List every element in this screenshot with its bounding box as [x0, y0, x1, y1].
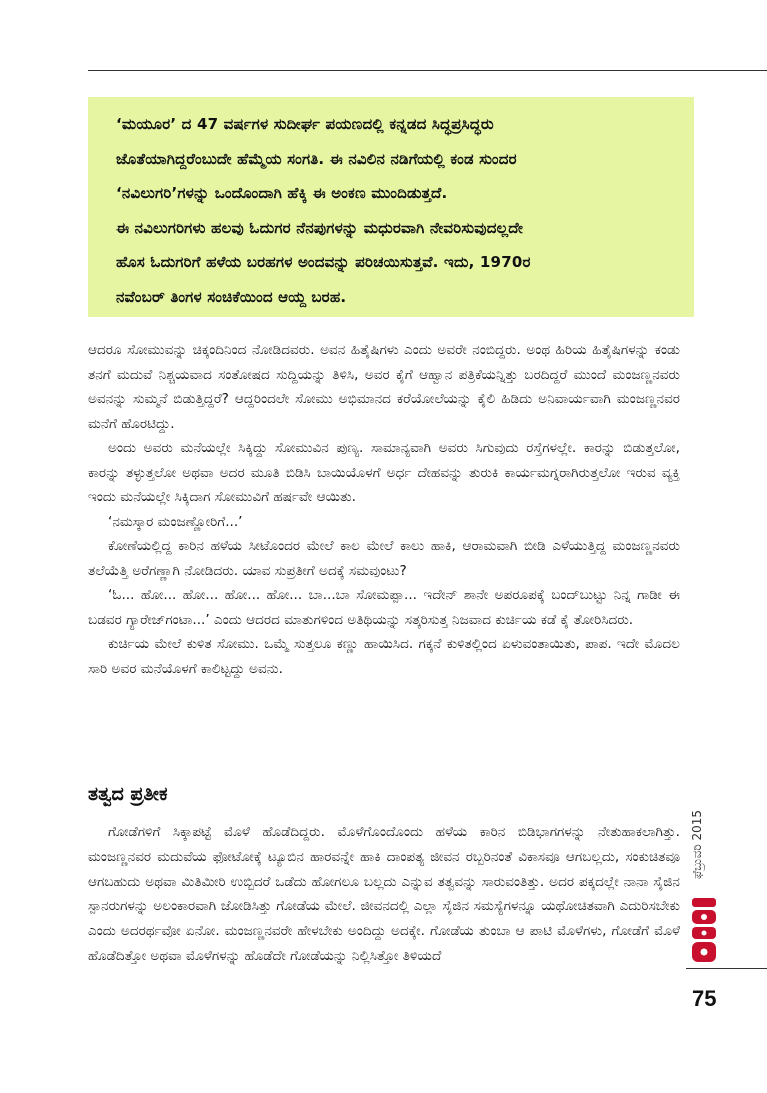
- intro-line: ಈ ನವಿಲುಗರಿಗಳು ಹಲವು ಓದುಗರ ನೆನಪುಗಳನ್ನು ಮಧುರವಾಗಿ ನೇವರಿಸುವುದಲ್ಲದೇ: [116, 218, 524, 237]
- intro-highlight-box: [88, 97, 694, 317]
- body-paragraph: ‘ಓ... ಹೋ... ಹೋ... ಹೋ... ಹೋ... ಬಾ...ಬಾ ಸೋಮಪ್ಪಾ... ಇದೇನ್ ಶಾನೇ ಅಪರೂಪಕ್ಕೆ ಬಂದ್‌ಬುಟ್ಟು ನಿನ್ನ ಗಾಡೀ ಈ ಬಡವರ ಗ್ಯಾರೇಜ್‌ಗಂಟಾ...’ ಎಂದು ಆದರದ ಮಾತುಗಳಿಂದ ಅತಿಥಿಯನ್ನು ಸತ್ಕರಿಸುತ್ತ ನಿಜವಾದ ಕುರ್ಚಿಯ ಕಡೆ ಕೈ ತೋರಿಸಿದರು.: [88, 587, 680, 628]
- body-paragraph: ಅಂದು ಅವರು ಮನೆಯಲ್ಲೇ ಸಿಕ್ಕಿದ್ದು ಸೋಮುವಿನ ಪುಣ್ಯ. ಸಾಮಾನ್ಯವಾಗಿ ಅವರು ಸಿಗುವುದು ರಸ್ತೆಗಳಲ್ಲೇ. ಕಾರನ್ನು ಬಿಡುತ್ತಲೋ, ಕಾರನ್ನು ತಳ್ಳುತ್ತಲೋ ಅಥವಾ ಅದರ ಮೂತಿ ಬಿಡಿಸಿ ಬಾಯಿಯೊಳಗೆ ಅರ್ಧ ದೇಹವನ್ನು ತುರುಕಿ ಕಾರ್ಯಮಗ್ನರಾಗಿರುತ್ತಲೋ ಇರುವ ವ್ಯಕ್ತಿ ಇಂದು ಮನೆಯಲ್ಲೇ ಸಿಕ್ಕಿದಾಗ ಸೋಮುವಿಗೆ ಹರ್ಷವೇ ಆಯಿತು.: [88, 440, 680, 505]
- issue-date: ಫೆಬ್ರುವರಿ 2015: [690, 809, 704, 879]
- body-paragraph: ಕುರ್ಚಿಯ ಮೇಲೆ ಕುಳಿತ ಸೋಮು. ಒಮ್ಮೆ ಸುತ್ತಲೂ ಕಣ್ಣು ಹಾಯಿಸಿದ. ಗಕ್ಕನೆ ಕುಳಿತಲ್ಲಿಂದ ಏಳುವಂತಾಯಿತು, ಪಾಪ. ಇದೇ ಮೊದಲ ಸಾರಿ ಅವರ ಮನೆಯೊಳಗೆ ಕಾಲಿಟ್ಟದ್ದು ಅವನು.: [88, 636, 680, 677]
- header-rule: [88, 70, 767, 71]
- page-number: 75: [692, 986, 717, 1011]
- intro-line: ಜೊತೆಯಾಗಿದ್ದರೆಂಬುದೇ ಹೆಮ್ಮೆಯ ಸಂಗತಿ. ಈ ನವಿಲಿನ ನಡಿಗೆಯಲ್ಲಿ ಕಂಡ ಸುಂದರ: [116, 149, 517, 168]
- mayura-logo: [690, 896, 718, 964]
- intro-line: ನವೆಂಬರ್ ತಿಂಗಳ ಸಂಚಿಕೆಯಿಂದ ಆಯ್ದ ಬರಹ.: [116, 287, 347, 306]
- intro-line: ‘ನವಿಲುಗರಿ’ಗಳನ್ನು ಒಂದೊಂದಾಗಿ ಹೆಕ್ಕಿ ಈ ಅಂಕಣ ಮುಂದಿಡುತ್ತದೆ.: [116, 184, 448, 202]
- section-heading: ತತ್ವದ ಪ್ರತೀಕ: [88, 783, 168, 805]
- article-body: [88, 338, 680, 681]
- intro-line: ಹೊಸ ಓದುಗರಿಗೆ ಹಳೆಯ ಬರಹಗಳ ಅಂದವನ್ನು ಪರಿಚಯಿಸುತ್ತವೆ. ಇದು, 1970ರ: [116, 253, 531, 271]
- body-paragraph: ಕೋಣೆಯಲ್ಲಿದ್ದ ಕಾರಿನ ಹಳೆಯ ಸೀಟೊಂದರ ಮೇಲೆ ಕಾಲ ಮೇಲೆ ಕಾಲು ಹಾಕಿ, ಆರಾಮವಾಗಿ ಬೀಡಿ ಎಳೆಯುತ್ತಿದ್ದ ಮಂಜಣ್ಣನವರು ತಲೆಯೆತ್ತಿ ಅರೆಗಣ್ಣಾಗಿ ನೋಡಿದರು. ಯಾವ ಸುಪ್ರತೀಗೆ ಅದಕ್ಕೆ ಸಮವುಂಟು?: [88, 538, 680, 579]
- intro-line: ‘ಮಯೂರ’ ದ 47 ವರ್ಷಗಳ ಸುದೀರ್ಘ ಪಯಣದಲ್ಲಿ ಕನ್ನಡದ ಸಿದ್ಧಪ್ರಸಿದ್ಧರು: [116, 115, 494, 133]
- section-body: [88, 820, 680, 969]
- body-paragraph: ‘ನಮಸ್ಕಾರ ಮಂಜಣ್ಣೋರಿಗೆ...’: [108, 513, 243, 530]
- body-paragraph: ಗೋಡೆಗಳಿಗೆ ಸಿಕ್ಕಾಪಟ್ಟೆ ಮೊಳೆ ಹೊಡೆದಿದ್ದರು. ಮೊಳೆಗೊಂದೊಂದು ಹಳೆಯ ಕಾರಿನ ಬಿಡಿಭಾಗಗಳನ್ನು ನೇತುಹಾಕಲಾಗಿತ್ತು. ಮಂಜಣ್ಣನವರ ಮದುವೆಯ ಫೋಟೋಕ್ಕೆ ಟ್ಯೂಬಿನ ಹಾರವನ್ನೇ ಹಾಕಿ ದಾಂಪತ್ಯ ಜೀವನ ರಬ್ಬರಿನಂತೆ ವಿಕಾಸವೂ ಆಗಬಲ್ಲದು, ಸಂಕುಚಿತವೂ ಆಗಬಹುದು ಅಥವಾ ಮಿತಿಮೀರಿ ಉಬ್ಬಿದರೆ ಒಡೆದು ಹೋಗಲೂ ಬಲ್ಲದು ಎನ್ನುವ ತತ್ವವನ್ನು ಸಾರುವಂತಿತ್ತು. ಅದರ ಪಕ್ಕದಲ್ಲೇ ನಾನಾ ಸೈಜಿನ ಸ್ಪಾನರುಗಳನ್ನು ಅಲಂಕಾರವಾಗಿ ಜೋಡಿಸಿತ್ತು ಗೋಡೆಯ ಮೇಲೆ. ಜೀವನದಲ್ಲಿ ಎಲ್ಲಾ ಸೈಜಿನ ಸಮಸ್ಯೆಗಳನ್ನೂ ಯಥೋಚಿತವಾಗಿ ಎದುರಿಸಬೇಕು ಎಂದು ಅದರರ್ಥವೋ ಏನೋ. ಮಂಜಣ್ಣನವರೇ ಹೇಳಬೇಕು ಅಂದಿದ್ದು ಅದಕ್ಕೇ. ಗೋಡೆಯ ತುಂಬಾ ಆ ಪಾಟಿ ಮೊಳೆಗಳು, ಗೋಡೆಗೆ ಮೊಳೆ ಹೊಡೆದಿತ್ತೋ ಅಥವಾ ಮೊಳೆಗಳನ್ನು ಹೊಡೆದೇ ಗೋಡೆಯನ್ನು ನಿಲ್ಲಿಸಿತ್ತೋ ತಿಳಿಯದೆ: [88, 824, 680, 964]
- body-paragraph: ಆದರೂ ಸೋಮುವನ್ನು ಚಿಕ್ಕಂದಿನಿಂದ ನೋಡಿದವರು. ಅವನ ಹಿತೈಷಿಗಳು ಎಂದು ಅವರೇ ನಂಬಿದ್ದರು. ಅಂಥ ಹಿರಿಯ ಹಿತೈಷಿಗಳನ್ನು ಕಂಡು ತನಗೆ ಮದುವೆ ನಿಶ್ಚಯವಾದ ಸಂತೋಷದ ಸುದ್ದಿಯನ್ನು ತಿಳಿಸಿ, ಅವರ ಕೈಗೆ ಆಹ್ವಾನ ಪತ್ರಿಕೆಯನ್ನಿತ್ತು ಬರದಿದ್ದರೆ ಮುಂದೆ ಮಂಜಣ್ಣನವರು ಅವನನ್ನು ಸುಮ್ಮನೆ ಬಿಡುತ್ತಿದ್ದರೆ? ಆದ್ದರಿಂದಲೇ ಸೋಮು ಅಭಿಮಾನದ ಕರೆಯೋಲೆಯನ್ನು ಕೈಲಿ ಹಿಡಿದು ಅನಿವಾರ್ಯವಾಗಿ ಮಂಜಣ್ಣನವರ ಮನೆಗೆ ಹೊರಟಿದ್ದು.: [88, 342, 680, 432]
- footer-rule: [686, 968, 767, 969]
